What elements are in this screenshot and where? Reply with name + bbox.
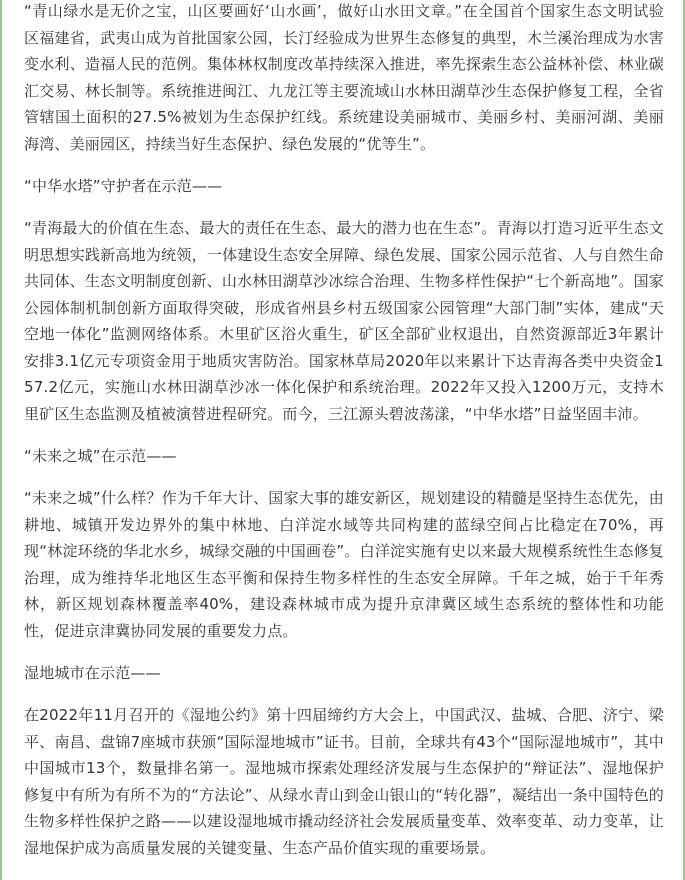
paragraph-xiongan: “未来之城”什么样？作为千年大计、国家大事的雄安新区，规划建设的精髓是坚持生态优先，由耕地、城镇开发边界外的集中林地、白洋淀水域等共同构建的蓝绿空间占比稳定在70%，再现“林淀环绕的华北水乡，城绿交融的中国画卷”。白洋淀实施有史以来最大规模系统性生态修复治理，成为维持华北地区生态平衡和保持生物多样性的生态安全屏障。千年之城，始于千年秀林，新区规划森林覆盖率40%，建设森林城市成为提升京津冀区域生态系统的整体性和功能性，促进京津冀协同发展的重要发力点。 (24, 489, 664, 640)
article-body (24, 0, 664, 861)
paragraph-qinghai: “青海最大的价值在生态、最大的责任在生态、最大的潜力也在生态”。青海以打造习近平生态文明思想实践新高地为统领，一体建设生态安全屏障、绿色发展、国家公园示范省、人与自然生命共同体、生态文明制度创新、山水林田湖草沙冰综合治理、生物多样性保护“七个新高地”。国家公园体制机制创新方面取得突破，形成省州县乡村五级国家公园管理“大部门制”实体，建成“天空地一体化”监测网络体系。木里矿区浴火重生，矿区全部矿业权退出，自然资源部近3年累计安排3.1亿元专项资金用于地质灾害防治。国家林草局2020年以来累计下达青海各类中央资金157.2亿元，实施山水林田湖草沙冰一体化保护和系统治理。2022年又投入1200万元，支持木里矿区生态监测及植被演替进程研究。而今，三江源头碧波荡漾，“中华水塔”日益坚固丰沛。 (24, 219, 664, 423)
section-heading-wetland-city: 湿地城市在示范—— (24, 664, 161, 682)
left-border-line (0, 0, 2, 880)
paragraph-fujian: “青山绿水是无价之宝，山区要画好‘山水画’，做好山水田文章。”在全国首个国家生态文明试验区福建省，武夷山成为首批国家公园，长汀经验成为世界生态修复的典型，木兰溪治理成为水害变水利、造福人民的范例。集体林权制度改革持续深入推进，率先探索生态公益林补偿、林业碳汇交易、林长制等。系统推进闽江、九龙江等主要流域山水林田湖草沙生态保护修复工程，全省管辖国土面积的27.5%被划为生态保护红线。系统建设美丽城市、美丽乡村、美丽河湖、美丽海湾、美丽园区，持续当好生态保护、绿色发展的“优等生”。 (24, 2, 664, 153)
section-heading-water-tower: “中华水塔”守护者在示范—— (24, 177, 223, 195)
section-heading-future-city: “未来之城”在示范—— (24, 447, 177, 465)
paragraph-wetland-cities: 在2022年11月召开的《湿地公约》第十四届缔约方大会上，中国武汉、盐城、合肥、济宁、梁平、南昌、盘锦7座城市获颁“国际湿地城市”证书。目前，全球共有43个“国际湿地城市”，其中中国城市13个，数量排名第一。湿地城市探索处理经济发展与生态保护的“辩证法”、湿地保护修复中有所为有所不为的“方法论”、从绿水青山到金山银山的“转化器”，凝结出一条中国特色的生物多样性保护之路——以建设湿地城市撬动经济社会发展质量变革、效率变革、动力变革，让湿地保护成为高质量发展的关键变量、生态产品价值实现的重要场景。 (24, 706, 664, 857)
